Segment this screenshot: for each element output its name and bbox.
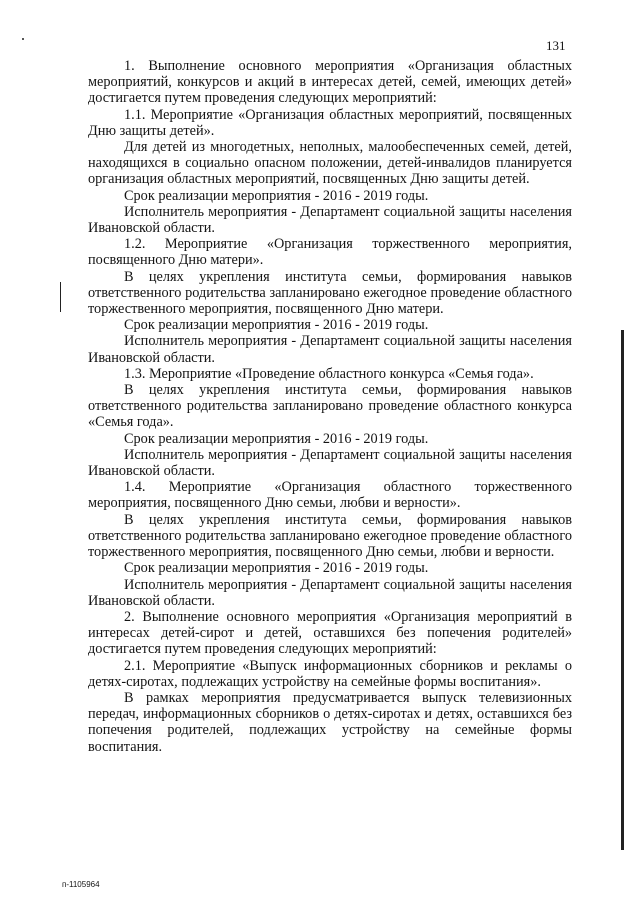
paragraph-1-3-description: В целях укрепления института семьи, формирования навыков ответственного родительства запланировано проведение областного конкурса «Семья года».: [88, 382, 572, 431]
paragraph-1-2-description: В целях укрепления института семьи, формирования навыков ответственного родительства запланировано ежегодное проведение областного торжественного мероприятия, посвященного Дню матери.: [88, 268, 572, 318]
paragraph-1-4-title: 1.4. Мероприятие «Организация областного торжественного мероприятия, посвященного Дню семьи, любви и верности».: [88, 479, 572, 512]
paragraph-1-2-title: 1.2. Мероприятие «Организация торжественного мероприятия, посвященного Дню матери».: [88, 236, 572, 269]
paragraph-1-4-executor: Исполнитель мероприятия - Департамент социальной защиты населения Ивановской области.: [88, 576, 572, 609]
paragraph-1-4-description: В целях укрепления института семьи, формирования навыков ответственного родительства запланировано ежегодное проведение областного торжественного мероприятия, посвященного Дню семьи, любви и верности.: [88, 511, 572, 561]
scan-edge-mark: [621, 330, 624, 850]
paragraph-1-1-executor: Исполнитель мероприятия - Департамент социальной защиты населения Ивановской области.: [88, 203, 572, 237]
document-body: [88, 58, 572, 755]
paragraph-2-1-description: В рамках мероприятия предусматривается выпуск телевизионных передач, информационных сборников о детях-сиротах и детях, оставшихся без попечения родителей, подлежащих устройству на семейные формы воспитания.: [88, 689, 572, 755]
paragraph-1-2-term: Срок реализации мероприятия - 2016 - 2019 годы.: [124, 317, 429, 334]
paragraph-1-4-term: Срок реализации мероприятия - 2016 - 2019 годы.: [124, 560, 429, 577]
paragraph-1: 1. Выполнение основного мероприятия «Организация областных мероприятий, конкурсов и акций в интересах детей, семей, имеющих детей» достигается путем проведения следующих мероприятий:: [88, 58, 572, 107]
paragraph-1-3-title: 1.3. Мероприятие «Проведение областного конкурса «Семья года».: [124, 365, 534, 382]
paragraph-1-3-executor: Исполнитель мероприятия - Департамент социальной защиты населения Ивановской области.: [88, 446, 572, 480]
paragraph-1-3-term: Срок реализации мероприятия - 2016 - 2019 годы.: [124, 430, 429, 447]
paragraph-1-1-title: 1.1. Мероприятие «Организация областных мероприятий, посвященных Дню защиты детей».: [88, 106, 572, 139]
paragraph-1-1-description: Для детей из многодетных, неполных, малообеспеченных семей, детей, находящихся в социально опасном положении, детей-инвалидов планируется организация областных мероприятий, посвященных Дню защиты детей.: [88, 139, 572, 188]
page-number: 131: [546, 38, 566, 53]
paragraph-1-1-term: Срок реализации мероприятия - 2016 - 2019 годы.: [124, 187, 429, 204]
document-code: п-1105964: [62, 880, 100, 889]
paragraph-2-1-title: 2.1. Мероприятие «Выпуск информационных сборников и рекламы о детях-сиротах, подлежащих устройству на семейные формы воспитания».: [88, 657, 572, 690]
scan-dust-mark: [22, 38, 24, 40]
paragraph-1-2-executor: Исполнитель мероприятия - Департамент социальной защиты населения Ивановской области.: [88, 333, 572, 366]
paragraph-2: 2. Выполнение основного мероприятия «Организация мероприятий в интересах детей-сирот и детей, оставшихся без попечения родителей» достигается путем проведения следующих мероприятий:: [88, 608, 572, 658]
scan-margin-mark: [60, 282, 61, 312]
